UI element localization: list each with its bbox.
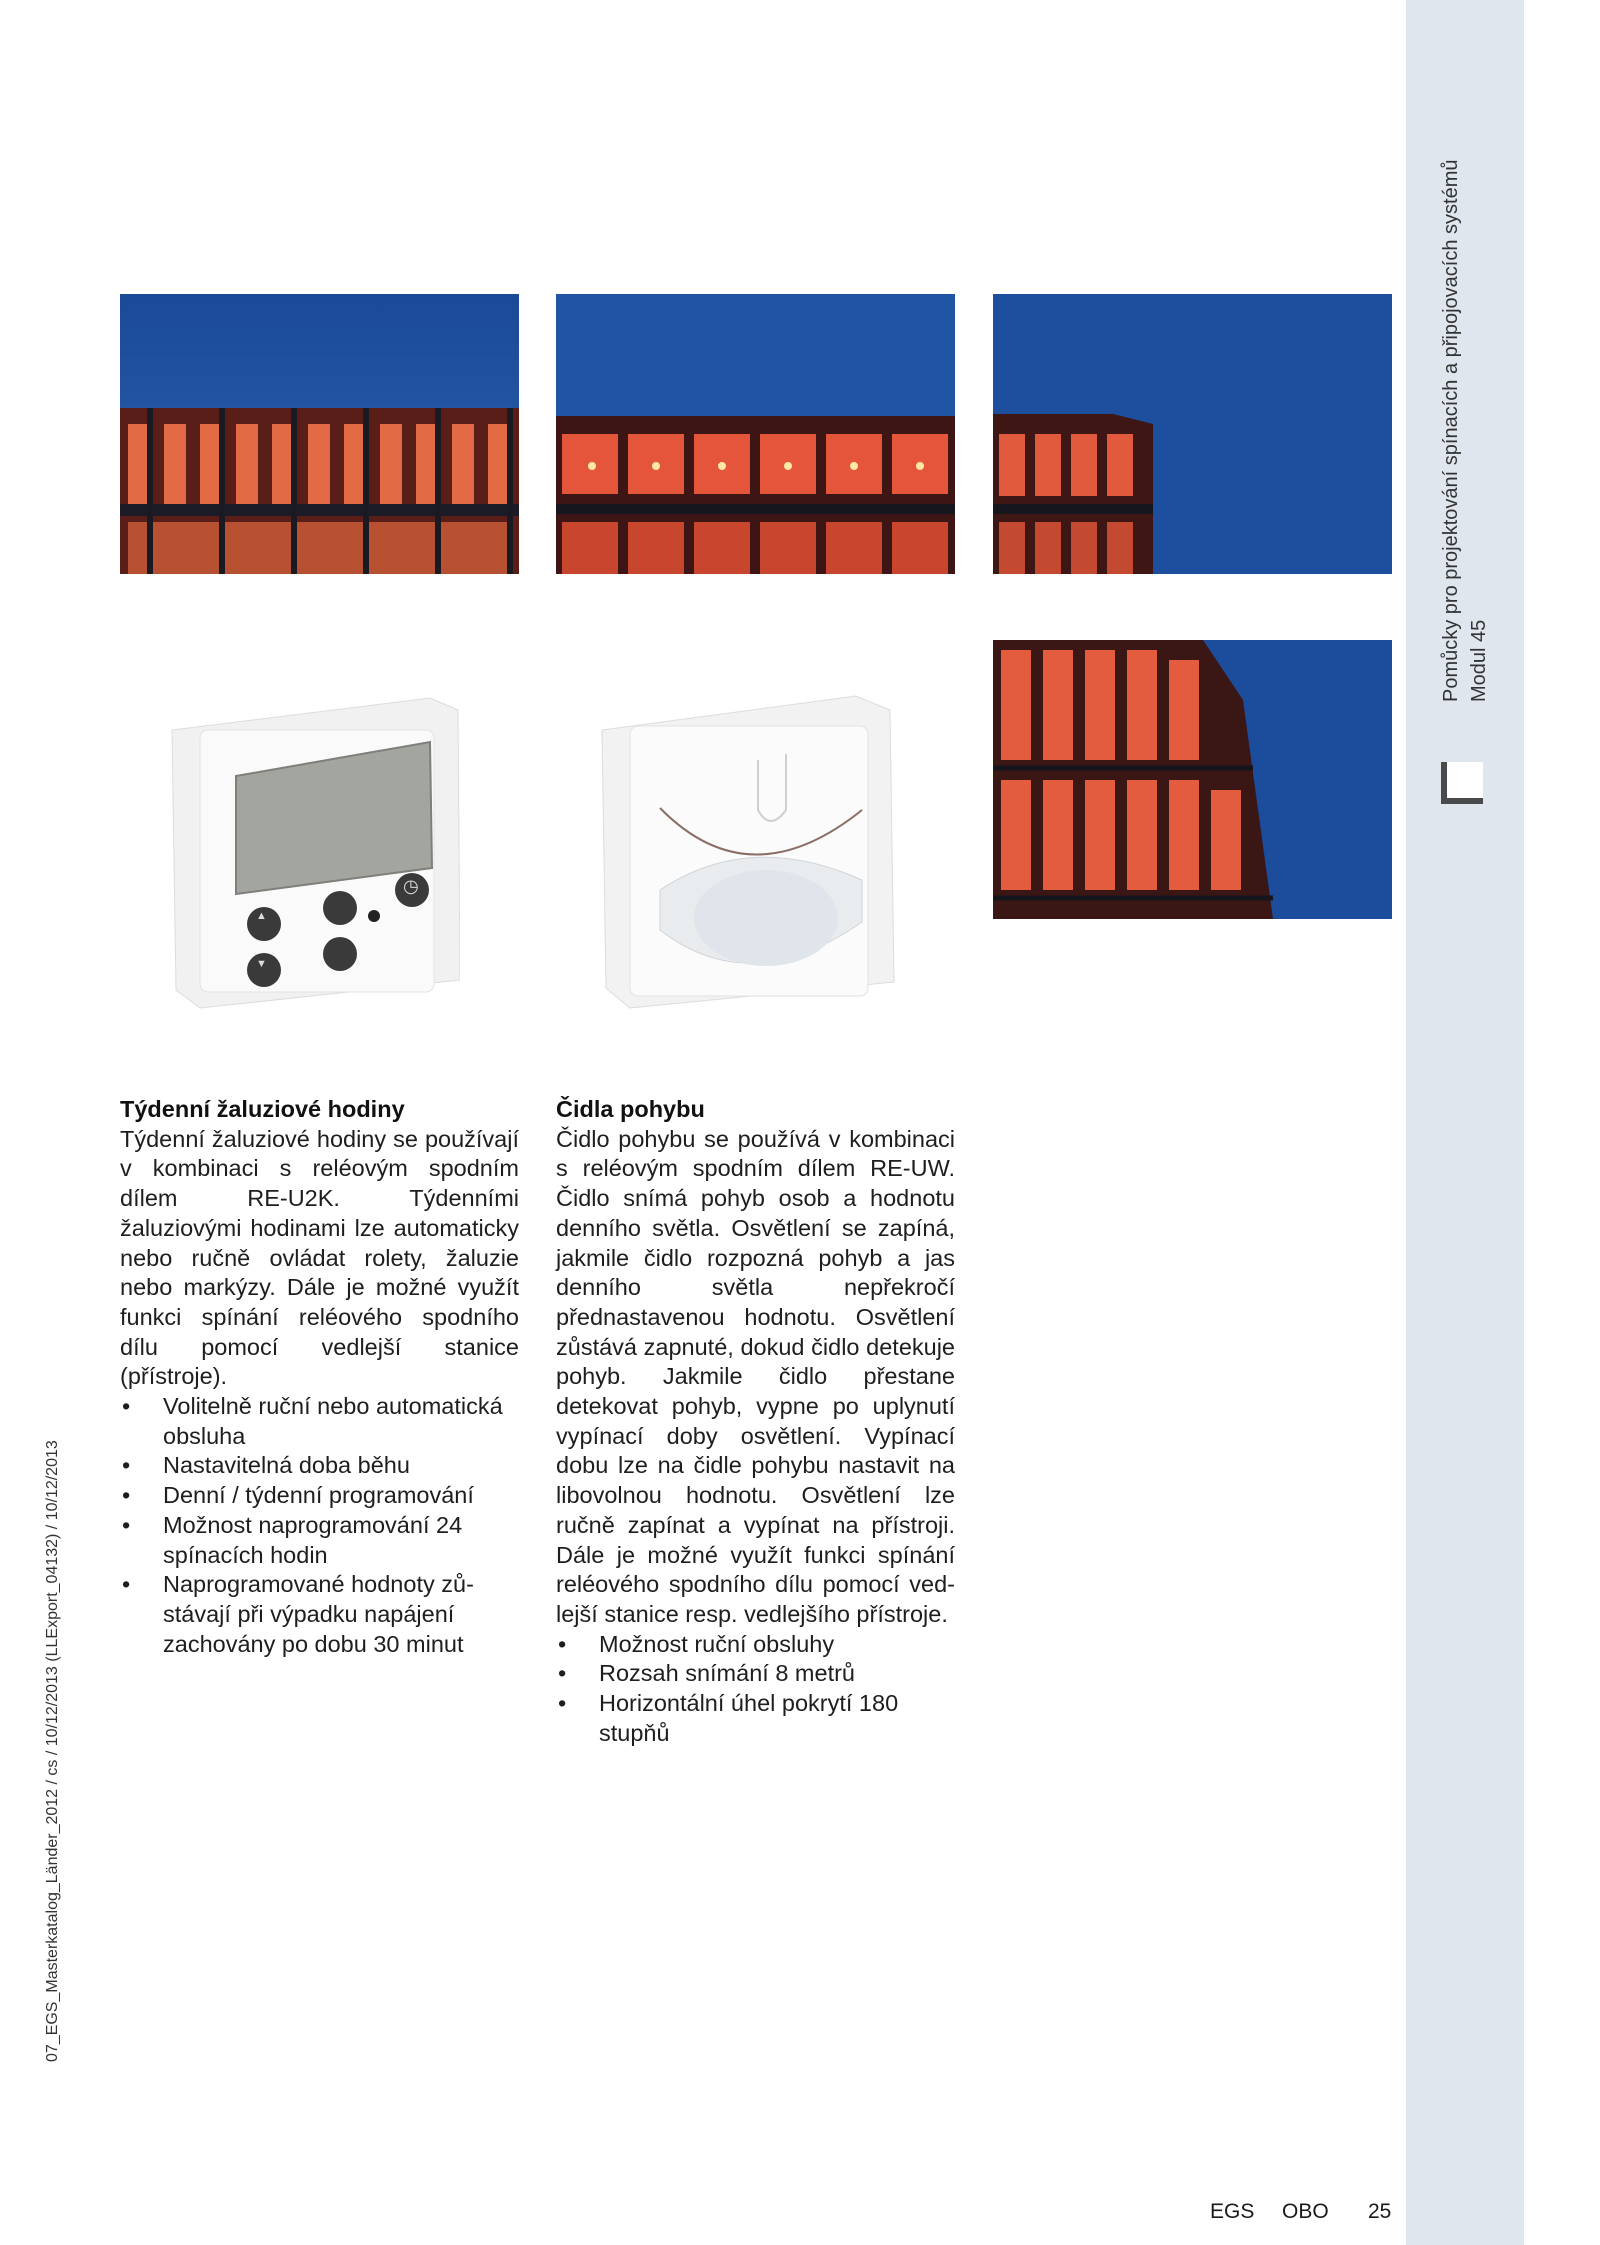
list-item: • Denní / týdenní programování	[120, 1481, 519, 1511]
footer-egs: EGS	[1210, 2200, 1255, 2223]
motion-sensor-paragraph: Čidlo pohybu se používá v kombinaci s reléovým spodním dílem RE-UW. Čidlo snímá pohyb osob a hodnotu denního světla. Osvětlení se zapíná, jakmile čidlo rozpozná pohyb a jas denního světla nepřekročí přednastavenou hodnotu. Osvětlení zůstává zapnuté, dokud čidlo detekuje pohyb. Jakmile čidlo přestane detekovat pohyb, vypne po uplynutí vypínací doby osvětlení. Vypínací dobu lze na čidle pohybu nastavit na libovolnou hodnotu. Osvětlení lze ručně zapínat a vypínat na přístroji. Dále je možné využít funkci spínání reléového spodního dílu pomocí vedlejší stanice resp. vedlejšího přístroje.	[556, 1125, 955, 1627]
clock-icon: ◷	[403, 876, 419, 896]
up-arrow-icon: ▲	[256, 910, 267, 922]
timer-feature-list	[120, 1392, 519, 1659]
catalog-export-meta: 07_EGS_Masterkatalog_Länder_2012 / cs / 10/12/2013 (LLExport_04132) / 10/12/2013	[44, 1440, 61, 2062]
footer-obo: OBO	[1282, 2200, 1329, 2223]
list-item: • Nastavitelná doba běhu	[120, 1451, 519, 1481]
motion-detector-device	[600, 690, 900, 1010]
page-number: 25	[1368, 2200, 1392, 2223]
sidebar-heading	[1437, 160, 1493, 702]
motion-sensor-feature-list	[556, 1630, 955, 1749]
building-facade-photo-2	[556, 294, 955, 574]
list-item: • Možnost naprogramování 24 spínacích hodin	[120, 1511, 519, 1570]
corner-mark-icon	[1441, 762, 1483, 804]
weekly-timer-device	[170, 690, 460, 1010]
sidebar-title: Pomůcky pro projektování spínacích a připojovacích systémů	[1440, 159, 1462, 702]
list-item: • Rozsah snímání 8 metrů	[556, 1659, 955, 1689]
list-item: • Naprogramované hodnoty zůstávají při výpadku napájení zachovány po dobu 30 minut	[120, 1570, 519, 1659]
motion-sensor-description	[556, 1095, 955, 1748]
timer-heading: Týdenní žaluziové hodiny	[120, 1096, 405, 1122]
sidebar-module: Modul 45	[1468, 619, 1490, 702]
down-arrow-icon: ▼	[256, 958, 267, 970]
timer-paragraph: Týdenní žaluziové hodiny se používají v kombinaci s reléovým spodním dílem RE-U2K. Týdenními žaluziovými hodinami lze automaticky nebo ručně ovládat rolety, žaluzie nebo markýzy. Dále je možné využít funkci spínání reléového spodního dílu pomocí vedlejší stanice (přístroje).	[120, 1125, 519, 1390]
building-facade-photo-3	[993, 294, 1392, 574]
building-facade-photo-4	[993, 640, 1392, 919]
timer-description	[120, 1095, 519, 1659]
motion-sensor-heading: Čidla pohybu	[556, 1096, 705, 1122]
list-item: • Horizontální úhel pokrytí 180 stupňů	[556, 1689, 955, 1748]
list-item: • Volitelně ruční nebo automatická obsluha	[120, 1392, 519, 1451]
building-facade-photo-1	[120, 294, 519, 574]
list-item: • Možnost ruční obsluhy	[556, 1630, 955, 1660]
